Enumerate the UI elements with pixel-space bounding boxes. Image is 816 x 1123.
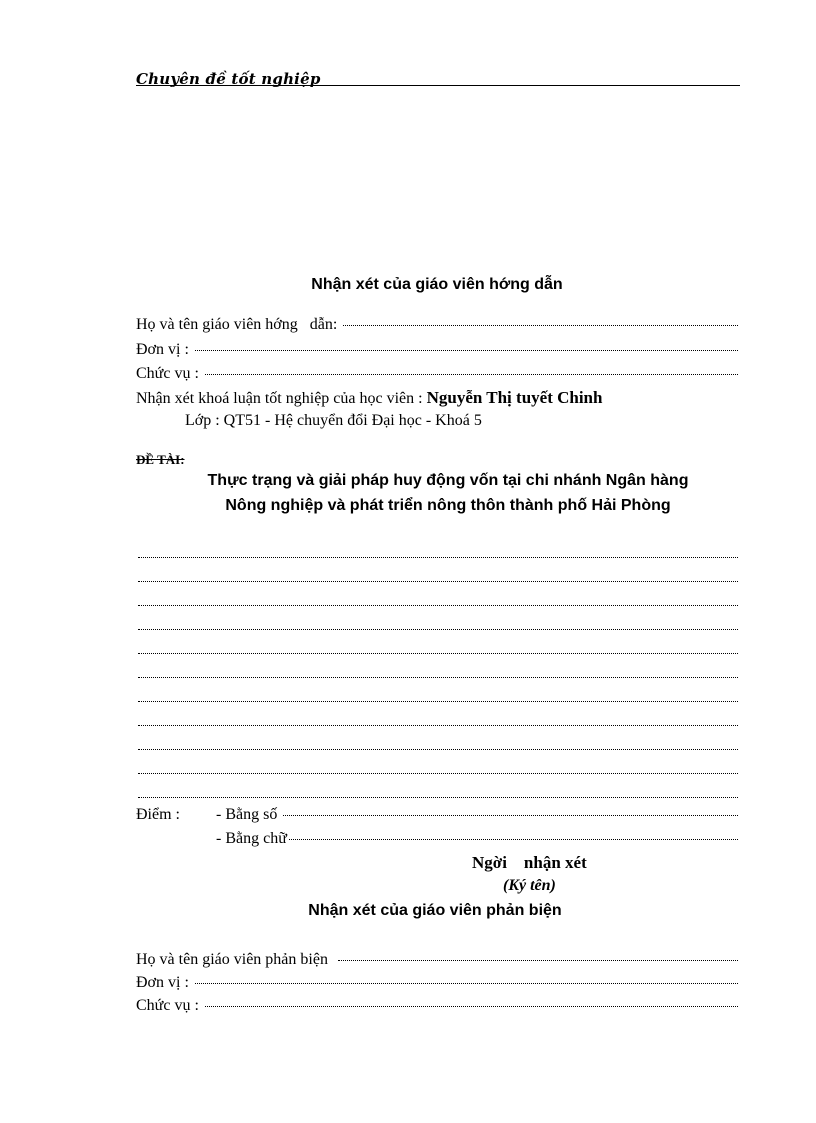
dotted-fill [205, 1006, 738, 1007]
blank-line [138, 653, 738, 654]
sign-label: (Ký tên) [503, 877, 556, 894]
class-line: Lớp : QT51 - Hệ chuyển đổi Đại học - Khoá 5 [185, 412, 482, 429]
header-rule [136, 85, 740, 86]
opponent-position-field [136, 997, 738, 1015]
opponent-name-field [136, 951, 738, 969]
blank-line [138, 557, 738, 558]
topic-line-1: Thực trạng và giải pháp huy động vốn tại chi nhánh Ngân hàng [207, 472, 689, 489]
score-words-label: - Bằng chữ [216, 830, 287, 847]
dotted-fill [289, 839, 738, 840]
dotted-fill [338, 960, 738, 961]
document-header: Chuyên đề tốt nghiệp [136, 70, 321, 88]
dotted-fill [283, 815, 738, 816]
student-name: Nguyễn Thị tuyết Chinh [426, 388, 603, 407]
blank-line [138, 701, 738, 702]
section2-title: Nhận xét của giáo viên phản biện [308, 902, 562, 919]
score-words-field [216, 830, 738, 848]
reviewer-label: Ngời nhận xét [472, 853, 587, 872]
opponent-name-label: Họ và tên giáo viên phản biện [136, 951, 336, 968]
supervisor-name-label: Họ và tên giáo viên hớng dẫn: [136, 316, 342, 333]
opponent-unit-label: Đơn vị : [136, 974, 193, 991]
score-number-field [216, 806, 738, 824]
opponent-position-label: Chức vụ : [136, 997, 203, 1014]
blank-line [138, 677, 738, 678]
review-line [136, 388, 602, 408]
supervisor-position-label: Chức vụ : [136, 365, 203, 382]
opponent-unit-field [136, 974, 738, 992]
dotted-fill [195, 983, 738, 984]
dotted-fill [343, 325, 738, 326]
supervisor-name-field [136, 316, 738, 334]
supervisor-unit-field [136, 341, 738, 359]
blank-line [138, 749, 738, 750]
section1-title: Nhận xét của giáo viên hớng dẫn [311, 276, 563, 293]
topic-line-2: Nông nghiệp và phát triển nông thôn thành phố Hải Phòng [225, 497, 671, 514]
topic-label: ĐỀ TÀI: [136, 452, 185, 467]
blank-line [138, 725, 738, 726]
score-number-label: - Bằng số [216, 806, 282, 823]
supervisor-position-field [136, 365, 738, 383]
blank-line [138, 605, 738, 606]
supervisor-unit-label: Đơn vị : [136, 341, 193, 358]
blank-line [138, 773, 738, 774]
blank-line [138, 797, 738, 798]
dotted-fill [195, 350, 738, 351]
score-label: Điểm : [136, 806, 180, 823]
dotted-fill [205, 374, 738, 375]
review-label: Nhận xét khoá luận tốt nghiệp của học viên : [136, 390, 427, 407]
blank-line [138, 581, 738, 582]
blank-line [138, 629, 738, 630]
